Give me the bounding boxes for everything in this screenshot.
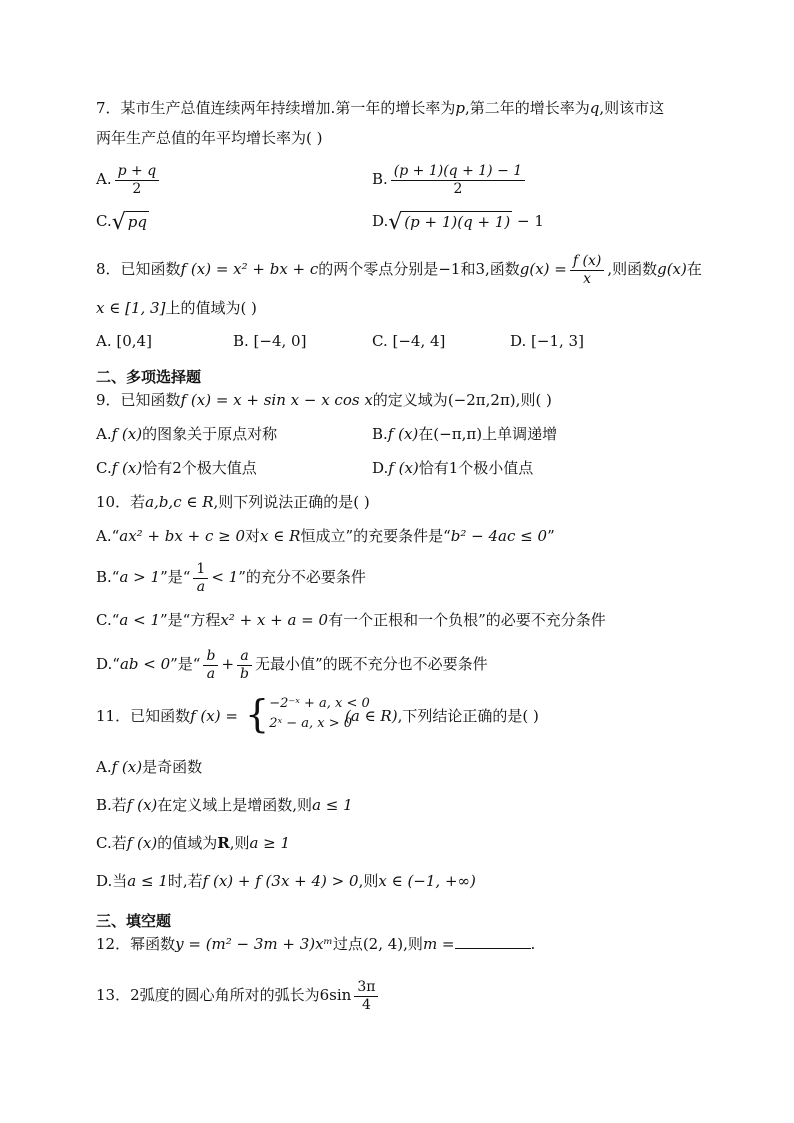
q10-optB-num: 1 — [193, 562, 208, 579]
q10-optD-m1: ab < 0 — [119, 655, 171, 674]
q13-coef: 6sin — [319, 986, 352, 1005]
q8-g-num: f (x) — [570, 254, 604, 271]
q11-optD-text2: ,则 — [358, 872, 379, 890]
q10-optD-t2: 无最小值”的既不充分也不必要条件 — [255, 655, 488, 674]
q11-case2: 2ˣ − a, x > 0 — [269, 716, 353, 731]
q10-optA-t2: 恒成立”的充要条件是“ — [300, 527, 451, 545]
q9-optA-label: A. — [96, 425, 112, 443]
q11-optB-m2: a ≤ 1 — [312, 796, 353, 814]
q11-optA-math: f (x) — [111, 758, 143, 776]
q9-text-a: 已知函数 — [120, 391, 181, 409]
q11-brace: { — [245, 692, 270, 736]
q10-optB-pre: B.“ — [96, 568, 120, 587]
q9-line1 — [96, 389, 552, 411]
q9-option-b — [372, 423, 557, 445]
q12-end: . — [530, 935, 536, 953]
q10-option-d — [96, 649, 488, 681]
q13-line1 — [96, 980, 381, 1012]
q10-optB-t2: ”的充分不必要条件 — [238, 568, 366, 587]
q9-optA-text: 的图象关于原点对称 — [142, 425, 278, 443]
q10-option-b — [96, 562, 366, 594]
q8-line2-text: 上的值域为( ) — [165, 299, 257, 317]
q9-optD-math: f (x) — [388, 459, 419, 477]
q9-option-a — [96, 423, 277, 445]
q9-optB-label: B. — [372, 425, 388, 443]
q10-optD-t1: ”是“ — [170, 655, 201, 674]
q9-optD-text: 恰有1个极小值点 — [418, 459, 534, 477]
q11-cond: (a ∈ R) — [345, 707, 398, 725]
q11-optC-text1: 的值域为 — [157, 834, 218, 852]
q13-num: 3π — [354, 980, 378, 997]
q7-line2: 两年生产总值的年平均增长率为( ) — [96, 129, 323, 147]
q13-den: 4 — [361, 996, 371, 1013]
q9-optC-math: f (x) — [111, 459, 143, 477]
q10-optA-m1: ax² + bx + c ≥ 0 — [119, 527, 246, 545]
q12-text-a: 幂函数 — [130, 935, 176, 953]
q9-option-d — [372, 457, 533, 479]
q11-optB-math: f (x) — [126, 796, 158, 814]
q11-optB-label: B.若 — [96, 796, 127, 814]
q9-optA-math: f (x) — [111, 425, 143, 443]
q11-number: 11． — [96, 707, 131, 725]
q7-optA-num: p + q — [115, 164, 160, 181]
q11-option-b — [96, 794, 353, 816]
q9-optB-text2: 上单调递增 — [482, 425, 558, 443]
q10-optA-pre: A.“ — [96, 527, 120, 545]
q10-optC-t2: 有一个正根和一个负根”的必要不充分条件 — [328, 611, 606, 629]
q7-text-c: ,则该市这 — [599, 99, 665, 117]
q11-optD-text1: 时,若 — [167, 872, 203, 890]
q7-optD-tail: − 1 — [512, 212, 544, 230]
section-multiple-choice-title: 二、多项选择题 — [96, 368, 202, 386]
q8-number: 8． — [96, 260, 121, 279]
q11-optA-label: A. — [96, 758, 112, 776]
q10-vars: a,b,c ∈ R — [145, 493, 214, 511]
q10-optD-fraction2 — [237, 649, 252, 681]
q11-optA-text: 是奇函数 — [142, 758, 203, 776]
q7-option-d — [372, 210, 544, 234]
q9-optD-label: D. — [372, 459, 389, 477]
q8-text-c: 和3,函数 — [460, 260, 520, 279]
q12-number: 12． — [96, 935, 131, 953]
q9-number: 9． — [96, 391, 121, 409]
section-fill-in-title: 三、填空题 — [96, 912, 172, 930]
q7-line1 — [96, 97, 664, 119]
q10-optA-t3: ” — [547, 527, 555, 545]
q13-number: 13． — [96, 986, 131, 1005]
q7-optB-num: (p + 1)(q + 1) − 1 — [391, 164, 525, 181]
q10-optD-d1: a — [206, 665, 216, 682]
q7-optA-fraction — [115, 164, 160, 196]
q8-text-d: ,则函数 — [607, 260, 658, 279]
q11-optC-m2: a ≥ 1 — [249, 834, 291, 852]
q10-optB-fraction — [193, 562, 208, 594]
q11-case1: −2⁻ˣ + a, x < 0 — [269, 696, 370, 711]
q7-var-q: q — [589, 99, 600, 117]
q7-optB-fraction — [391, 164, 525, 196]
q11-optB-text: 在定义域上是增函数,则 — [157, 796, 313, 814]
q11-option-d — [96, 870, 476, 892]
q13-text-a: 2弧度的圆心角所对的弧长为 — [130, 986, 320, 1005]
q10-optD-pre: D.“ — [96, 655, 120, 674]
q9-func: f (x) = x + sin x − x cos x — [180, 391, 373, 409]
q10-optD-plus: + — [221, 655, 235, 674]
q11-line1-tail — [345, 705, 539, 727]
q8-g-den: x — [583, 270, 592, 287]
q8-line2 — [96, 297, 257, 319]
q10-optA-m3: b² − 4ac ≤ 0 — [450, 527, 548, 545]
q11-optD-label: D.当 — [96, 872, 128, 890]
q12-func: y = (m² − 3m + 3)xᵐ — [175, 935, 333, 953]
q7-option-b — [372, 164, 528, 196]
q10-optD-fraction1 — [203, 649, 218, 681]
q11-optD-m3: x ∈ (−1, +∞) — [378, 872, 476, 890]
q10-optC-t1: ”是“方程 — [159, 611, 221, 629]
q8-option-d: D. [−1, 3] — [510, 332, 584, 350]
q9-optC-text: 恰有2个极大值点 — [142, 459, 257, 477]
q8-func-g: g(x) = — [519, 260, 567, 279]
q7-var-p: p — [455, 99, 465, 117]
q8-text-e: 在 — [686, 260, 702, 279]
q11-optC-R: R — [217, 834, 230, 852]
q9-optB-text1: 在 — [418, 425, 434, 443]
q10-optD-n2: a — [237, 649, 251, 666]
q9-optB-interval: (−π,π) — [433, 425, 483, 443]
q10-optD-d2: b — [240, 665, 249, 682]
q11-option-a — [96, 756, 202, 778]
q12-line1 — [96, 933, 535, 955]
q9-text-b: 的定义域为 — [372, 391, 448, 409]
q10-option-c — [96, 609, 606, 631]
q7-text-b: ,第二年的增长率为 — [464, 99, 590, 117]
q7-optD-label: D. — [372, 212, 389, 230]
q7-number: 7． — [96, 99, 121, 117]
q10-optC-pre: C.“ — [96, 611, 120, 629]
q10-optA-m2: x ∈ R — [260, 527, 301, 545]
q9-text-c: ,则( ) — [515, 391, 552, 409]
q12-text-c: ,则 — [403, 935, 423, 953]
q7-option-a — [96, 164, 162, 196]
q7-optB-label: B. — [372, 170, 388, 189]
q7-optD-body: (p + 1)(q + 1) — [404, 212, 511, 231]
q10-text-a: 若 — [130, 493, 146, 511]
q11-func: f (x) = — [190, 707, 238, 725]
q10-optC-m1: a < 1 — [119, 611, 160, 629]
q10-optD-n1: b — [203, 649, 218, 666]
q10-text-b: ,则下列说法正确的是( ) — [213, 493, 370, 511]
q11-text-a: 已知函数 — [130, 707, 191, 725]
q8-option-b: B. [−4, 0] — [233, 332, 307, 350]
q12-answer-blank[interactable] — [455, 934, 531, 949]
q9-option-c — [96, 457, 257, 479]
q7-optA-den: 2 — [132, 180, 142, 197]
q12-text-b: 过点 — [332, 935, 363, 953]
q10-optB-t1: ”是“ — [160, 568, 191, 587]
q12-point: (2, 4) — [362, 935, 404, 953]
q8-text-a: 已知函数 — [120, 260, 181, 279]
q11-text-b: ,下列结论正确的是( ) — [397, 707, 539, 725]
q7-optC-body: pq — [127, 212, 147, 231]
q9-optC-label: C. — [96, 459, 112, 477]
q7-optA-label: A. — [96, 170, 112, 189]
q10-optB-den: a — [196, 578, 206, 595]
q8-func-f: f (x) = x² + bx + c — [180, 260, 319, 279]
q13-fraction — [354, 980, 378, 1012]
q7-optC-label: C. — [96, 212, 112, 230]
q11-optC-label: C.若 — [96, 834, 127, 852]
q10-optA-t1: 对 — [245, 527, 261, 545]
q11-option-c — [96, 832, 290, 854]
q8-line1 — [96, 254, 702, 286]
q8-zero1: −1 — [438, 260, 461, 279]
q11-optD-m2: f (x) + f (3x + 4) > 0 — [202, 872, 359, 890]
q10-number: 10． — [96, 493, 131, 511]
q7-optC-sqrt: √ pq — [111, 209, 147, 235]
q9-optB-math: f (x) — [387, 425, 419, 443]
q11-line1 — [96, 705, 238, 727]
q8-g-fraction — [570, 254, 604, 286]
q8-option-a: A. [0,4] — [96, 332, 152, 350]
q7-optD-sqrt: √ (p + 1)(q + 1) — [388, 209, 511, 235]
q11-optC-text2: ,则 — [229, 834, 250, 852]
q8-option-c: C. [−4, 4] — [372, 332, 446, 350]
q7-text-a: 某市生产总值连续两年持续增加.第一年的增长率为 — [120, 99, 456, 117]
q7-optB-den: 2 — [453, 180, 463, 197]
q8-text-b: 的两个零点分别是 — [318, 260, 439, 279]
q9-domain: (−2π,2π) — [447, 391, 516, 409]
q7-option-c — [96, 210, 149, 234]
q10-option-a — [96, 525, 555, 547]
q10-line1 — [96, 491, 370, 513]
q8-line2-math: x ∈ [1, 3] — [96, 299, 166, 317]
q11-optD-m1: a ≤ 1 — [127, 872, 168, 890]
q10-optC-m2: x² + x + a = 0 — [220, 611, 329, 629]
q10-optB-m1: a > 1 — [119, 568, 161, 587]
q12-ans: m = — [422, 935, 455, 953]
q11-optC-math: f (x) — [126, 834, 158, 852]
q10-optB-m2: < 1 — [211, 568, 239, 587]
q8-g-again: g(x) — [657, 260, 687, 279]
